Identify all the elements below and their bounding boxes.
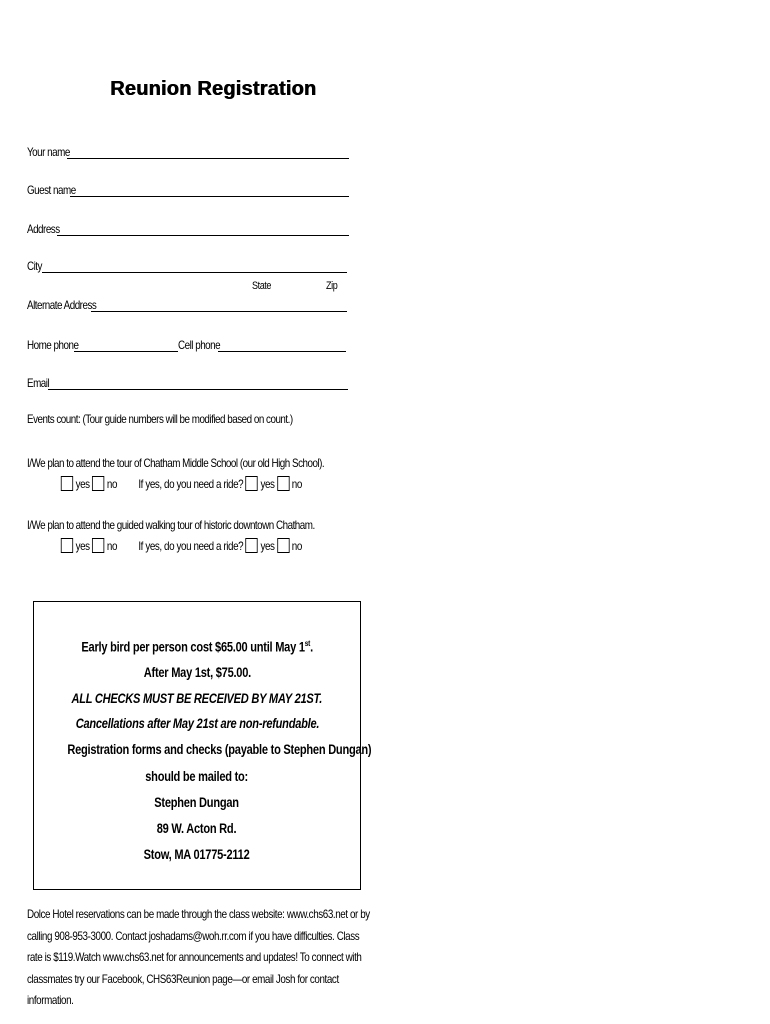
home-phone-line [74, 351, 178, 352]
footer-line5: information. [27, 993, 74, 1007]
tour2-ride-no-label: no [291, 538, 302, 553]
cancellation-text: Cancellations after May 21st are non-refundable. [75, 716, 319, 731]
your-name-label: Your name [27, 145, 70, 159]
footer-line2: calling 908-953-3000. Contact joshadams@woh.rr.com if you have difficulties. Class [27, 928, 360, 943]
cell-phone-line [218, 351, 346, 352]
tour1-options [60, 476, 302, 491]
events-count-text: Events count: (Tour guide numbers will be modified based on count.) [27, 412, 293, 426]
city-field[interactable] [27, 257, 45, 273]
early-bird-tail: . [309, 639, 313, 655]
tour2-no-checkbox[interactable] [92, 538, 104, 553]
city-label: City [27, 259, 42, 273]
guest-name-field[interactable] [27, 181, 86, 197]
zip-label: Zip [326, 280, 338, 292]
tour1-ride-yes-label: yes [260, 476, 275, 491]
your-name-field[interactable] [27, 143, 79, 159]
tour1-ride-question: If yes, do you need a ride? [138, 476, 244, 491]
alternate-address-line [91, 311, 347, 312]
alternate-address-label: Alternate Address [27, 298, 97, 312]
tour1-no-label: no [106, 476, 118, 491]
address-label: Address [27, 222, 60, 236]
cell-phone-field[interactable] [178, 336, 229, 352]
page-title: Reunion Registration [110, 78, 317, 100]
home-phone-label: Home phone [27, 338, 79, 352]
after-price-text: After May 1st, $75.00. [143, 665, 251, 680]
address-field[interactable] [27, 220, 67, 236]
city-line [42, 272, 347, 273]
address-line [57, 235, 349, 236]
tour1-ride-yes-checkbox[interactable] [246, 476, 258, 491]
home-phone-field[interactable] [27, 336, 90, 352]
recipient-city-state-zip: Stow, MA 01775-2112 [144, 847, 250, 862]
recipient-name: Stephen Dungan [154, 795, 240, 810]
footer-line3: rate is $119.Watch www.chs63.net for announcements and updates! To connect with [27, 950, 362, 964]
recipient-street: 89 W. Acton Rd. [157, 821, 237, 836]
cell-phone-label: Cell phone [178, 338, 221, 352]
tour2-ride-question: If yes, do you need a ride? [138, 538, 244, 553]
email-line [48, 389, 348, 390]
tour2-no-label: no [106, 538, 118, 553]
guest-name-label: Guest name [27, 183, 76, 197]
tour2-yes-label: yes [75, 538, 90, 553]
footer-line1: Dolce Hotel reservations can be made through the class website: www.chs63.net or by [27, 907, 370, 921]
footer-line4: classmates try our Facebook, CHS63Reunion page—or email Josh for contact [27, 971, 339, 986]
tour1-no-checkbox[interactable] [92, 476, 104, 491]
tour2-ride-yes-label: yes [260, 538, 275, 553]
early-bird-main: Early bird per person cost $65.00 until May 1 [81, 639, 305, 655]
guest-name-line [70, 196, 349, 197]
mail-instructions-line2: should be mailed to: [145, 769, 249, 784]
tour2-ride-yes-checkbox[interactable] [246, 538, 258, 553]
tour1-yes-label: yes [75, 476, 90, 491]
pricing-info-box [33, 601, 372, 890]
alternate-address-field[interactable] [27, 296, 112, 312]
early-bird-sup: st [304, 639, 310, 648]
tour1-ride-no-checkbox[interactable] [277, 476, 289, 491]
email-field[interactable] [27, 374, 54, 390]
email-label: Email [27, 376, 50, 390]
tour1-question: I/We plan to attend the tour of Chatham Middle School (our old High School). [27, 456, 325, 470]
tour1-yes-checkbox[interactable] [61, 476, 73, 491]
hotel-info-paragraph [27, 904, 447, 1012]
early-bird-text [34, 639, 360, 655]
tour2-yes-checkbox[interactable] [61, 538, 73, 553]
your-name-line [67, 158, 349, 159]
state-label: State [252, 280, 272, 292]
checks-deadline-text: ALL CHECKS MUST BE RECEIVED BY MAY 21ST. [71, 691, 323, 706]
tour1-ride-no-label: no [291, 476, 302, 491]
tour2-question: I/We plan to attend the guided walking tour of historic downtown Chatham. [27, 518, 315, 532]
mail-instructions-line1: Registration forms and checks (payable to Stephen Dungan) [67, 742, 372, 757]
tour2-ride-no-checkbox[interactable] [277, 538, 289, 553]
tour2-options [60, 538, 302, 553]
